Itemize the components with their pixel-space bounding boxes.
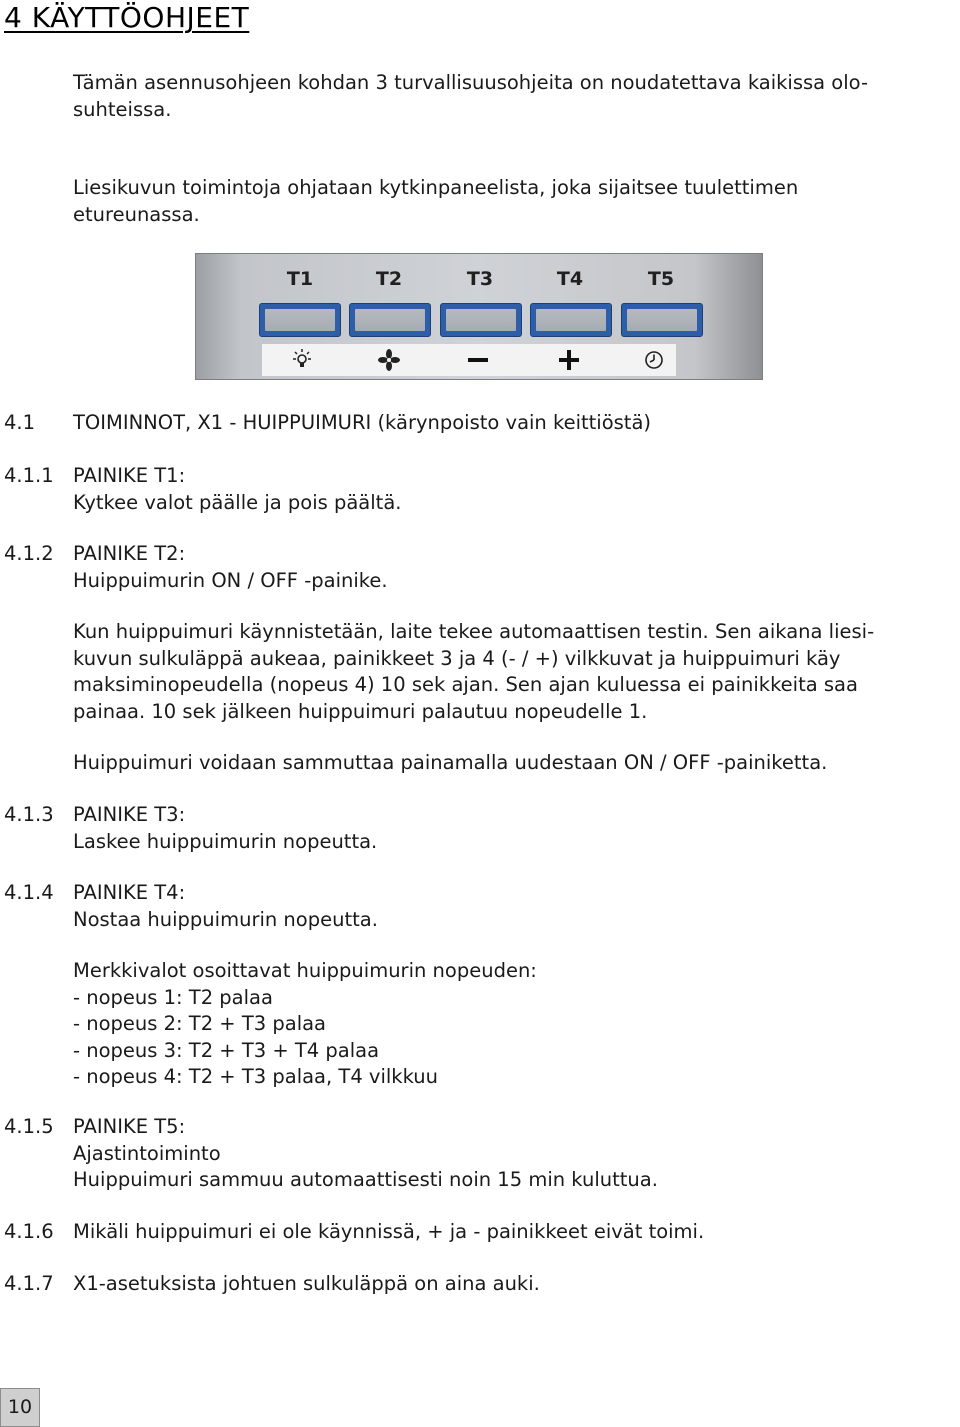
item-4-1-2	[73, 541, 933, 594]
item-4-1-5	[73, 1114, 933, 1194]
paragraph-switch-off	[73, 750, 933, 777]
light-icon	[282, 344, 322, 376]
list-item: - nopeus 1: T2 palaa	[73, 985, 273, 1009]
item-number-4-1-2: 4.1.2	[4, 542, 54, 565]
section-title: TOIMINNOT, X1 - HUIPPUIMURI (kärynpoisto vain keittiöstä)	[73, 411, 652, 434]
button-label-t4: T4	[556, 268, 584, 290]
text-line: Mikäli huippuimuri ei ole käynnissä, + ja - painikkeet eivät toimi.	[73, 1220, 705, 1243]
item-number-4-1-3: 4.1.3	[4, 803, 54, 826]
text-line: Merkkivalot osoittavat huippuimurin nopeuden:	[73, 959, 537, 982]
item-number-4-1-4: 4.1.4	[4, 881, 54, 904]
text-line: PAINIKE T1:	[73, 464, 186, 487]
panel-key-t4	[530, 303, 612, 337]
text-line: Huippuimuri sammuu automaattisesti noin 15 min kuluttua.	[73, 1168, 658, 1191]
button-label-t2: T2	[375, 268, 403, 290]
panel-key-t3	[440, 303, 522, 337]
text-line: PAINIKE T3:	[73, 803, 186, 826]
intro-paragraph-2	[73, 175, 933, 228]
section-number: 4.1	[4, 411, 36, 434]
paragraph-auto-test	[73, 619, 933, 725]
button-label-t1: T1	[286, 268, 314, 290]
plus-icon	[549, 344, 589, 376]
control-panel-image	[195, 253, 763, 380]
item-number-4-1-5: 4.1.5	[4, 1115, 54, 1138]
button-label-t5: T5	[647, 268, 675, 290]
text-line: Laskee huippuimurin nopeutta.	[73, 829, 378, 853]
page-number: 10	[0, 1388, 40, 1427]
button-label-t3: T3	[466, 268, 494, 290]
panel-key-t1	[259, 303, 341, 337]
text-line: PAINIKE T4:	[73, 881, 186, 904]
panel-key-t5	[621, 303, 703, 337]
list-item: - nopeus 2: T2 + T3 palaa	[73, 1012, 327, 1035]
panel-icon-strip	[262, 344, 676, 376]
text-line: Kun huippuimuri käynnistetään, laite tekee automaattisen testin. Sen aikana liesi-	[73, 620, 875, 643]
intro-paragraph-1	[73, 70, 933, 123]
item-4-1-6	[73, 1219, 933, 1246]
text-line: painaa. 10 sek jälkeen huippuimuri palautuu nopeudelle 1.	[73, 699, 648, 723]
text-line: maksiminopeudella (nopeus 4) 10 sek ajan. Sen ajan kuluessa ei painikkeita saa	[73, 673, 858, 696]
item-number-4-1-7: 4.1.7	[4, 1272, 54, 1295]
text-line: Liesikuvun toimintoja ohjataan kytkinpaneelista, joka sijaitsee tuulettimen	[73, 176, 799, 199]
text-line: etureunassa.	[73, 202, 200, 226]
item-4-1-1	[73, 463, 933, 516]
minus-icon	[458, 344, 498, 376]
text-line: Ajastintoiminto	[73, 1141, 221, 1165]
item-4-1-7	[73, 1271, 933, 1298]
text-line: X1-asetuksista johtuen sulkuläppä on aina auki.	[73, 1272, 540, 1295]
text-line: PAINIKE T2:	[73, 542, 186, 565]
page-title: 4 KÄYTTÖOHJEET	[4, 1, 250, 34]
speed-indicator-list	[73, 958, 933, 1091]
text-line: Tämän asennusohjeen kohdan 3 turvallisuusohjeita on noudatettava kaikissa olo-	[73, 71, 868, 94]
list-item: - nopeus 4: T2 + T3 palaa, T4 vilkkuu	[73, 1065, 438, 1088]
section-heading	[73, 410, 933, 437]
text-line: Kytkee valot päälle ja pois päältä.	[73, 490, 402, 514]
text-line: Nostaa huippuimurin nopeutta.	[73, 907, 378, 931]
text-line: Huippuimurin ON / OFF -painike.	[73, 568, 388, 592]
text-line: Huippuimuri voidaan sammuttaa painamalla uudestaan ON / OFF -painiketta.	[73, 751, 828, 774]
clock-icon	[634, 344, 674, 376]
fan-icon	[369, 344, 409, 376]
text-line: suhteissa.	[73, 97, 172, 121]
item-4-1-3	[73, 802, 933, 855]
list-item: - nopeus 3: T2 + T3 + T4 palaa	[73, 1038, 380, 1062]
text-line: PAINIKE T5:	[73, 1115, 186, 1138]
item-number-4-1-6: 4.1.6	[4, 1220, 54, 1243]
item-number-4-1-1: 4.1.1	[4, 464, 54, 487]
item-4-1-4	[73, 880, 933, 933]
panel-key-t2	[349, 303, 431, 337]
text-line: kuvun sulkuläppä aukeaa, painikkeet 3 ja 4 (- / +) vilkkuvat ja huippuimuri käy	[73, 646, 841, 670]
